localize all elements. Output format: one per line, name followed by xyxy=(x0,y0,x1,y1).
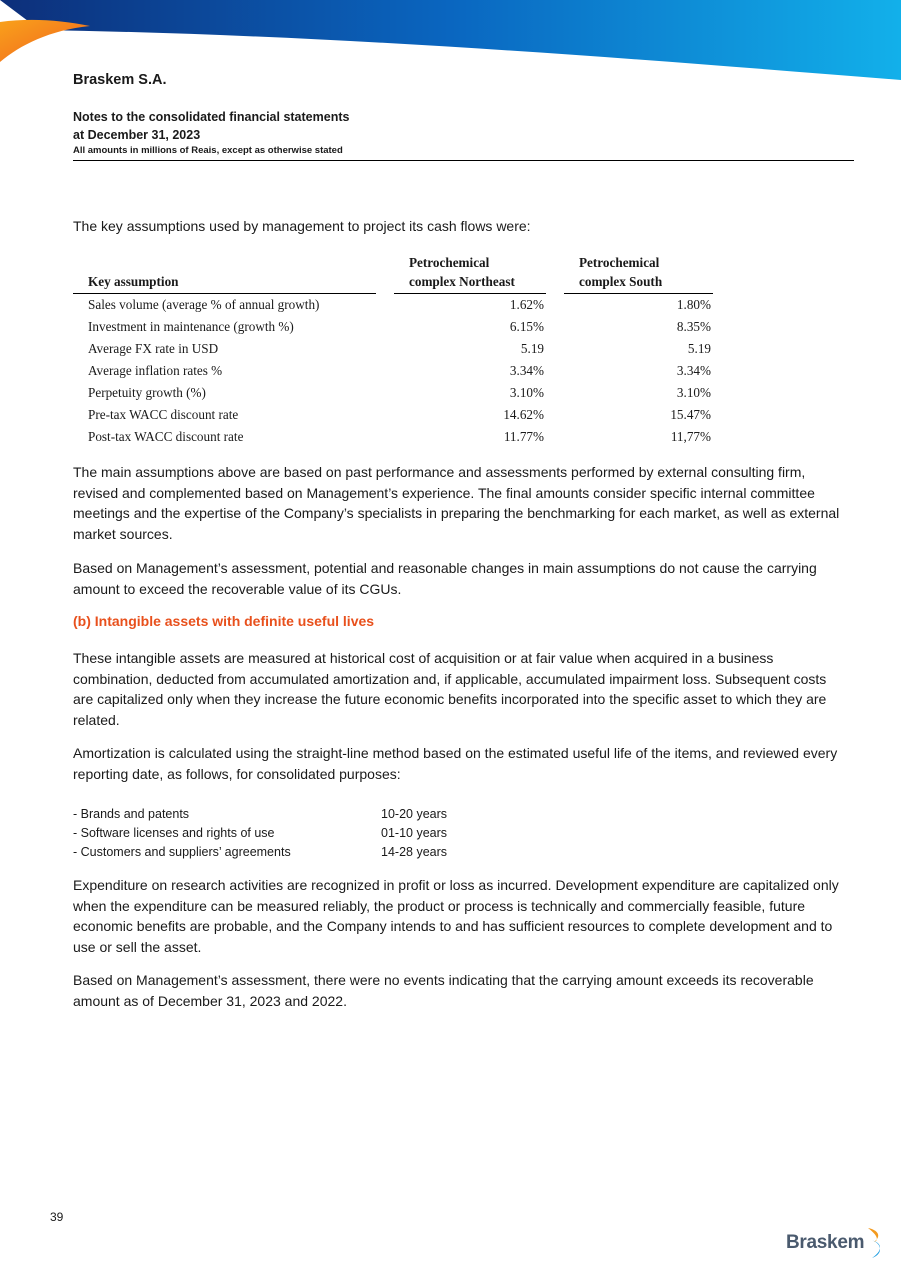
table-row: Post-tax WACC discount rate 11.77% 11,77% xyxy=(88,429,711,444)
braskem-logo xyxy=(786,1226,886,1260)
amounts-note: All amounts in millions of Reais, except as otherwise stated xyxy=(73,144,854,161)
table-header-row xyxy=(73,253,713,294)
table-row: Investment in maintenance (growth %) 6.15% 8.35% xyxy=(88,319,711,334)
col-key-assumption: Key assumption xyxy=(73,253,376,294)
list-item: - Brands and patents 10-20 years xyxy=(73,807,448,821)
notes-title: Notes to the consolidated financial statements xyxy=(73,110,350,124)
table-row: Sales volume (average % of annual growth) 1.62% 1.80% xyxy=(88,297,711,312)
document-header xyxy=(73,72,854,161)
page-number: 39 xyxy=(50,1210,64,1224)
list-item: - Software licenses and rights of use 01-10 years xyxy=(73,826,448,840)
useful-lives-list xyxy=(73,805,447,862)
paragraph-assumptions-basis: The main assumptions above are based on past performance and assessments performed by external consulting firm, revised and complemented based on Management’s experience. The final amounts consider specific internal committee meetings and the expertise of the Company’s specialists in preparing the benchmarking for each market, as well as external market sources. xyxy=(73,464,840,542)
paragraph-measurement: These intangible assets are measured at historical cost of acquisition or at fair value when acquired in a business combination, deducted from accumulated amortization and, if applicable, accumulated impairment loss. Subsequent costs are capitalized only when they increase the future economic benefits incorporated into the specific asset to which they are related. xyxy=(73,650,827,728)
paragraph-assessment: Based on Management’s assessment, potential and reasonable changes in main assumptions do not cause the carrying amount to exceed the recoverable value of its CGUs. xyxy=(73,560,817,597)
paragraph-research: Expenditure on research activities are recognized in profit or loss as incurred. Development expenditure are capitalized only when the expenditure can be measured reliably, the product or process is technically and commercially feasible, future economic benefits are probable, and the Company intends to and has sufficient resources to complete development and to use or sell the asset. xyxy=(73,877,839,955)
intro-paragraph: The key assumptions used by management to project its cash flows were: xyxy=(73,218,531,234)
date-line: at December 31, 2023 xyxy=(73,128,201,142)
section-subheading: (b) Intangible assets with definite useful lives xyxy=(73,613,375,629)
paragraph-conclusion: Based on Management’s assessment, there were no events indicating that the carrying amount exceeds its recoverable amount as of December 31, 2023 and 2022. xyxy=(73,972,814,1009)
table-row: Pre-tax WACC discount rate 14.62% 15.47% xyxy=(88,407,711,422)
logo-mark-icon xyxy=(864,1226,886,1260)
table-row: Perpetuity growth (%) 3.10% 3.10% xyxy=(88,385,711,400)
list-item: - Customers and suppliers’ agreements 14-28 years xyxy=(73,845,448,859)
paragraph-amortization: Amortization is calculated using the straight-line method based on the estimated useful life of the items, and reviewed every reporting date, as follows, for consolidated purposes: xyxy=(73,745,838,782)
company-name: Braskem S.A. xyxy=(73,72,167,88)
table-row: Average inflation rates % 3.34% 3.34% xyxy=(88,363,711,378)
key-assumptions-table xyxy=(73,253,713,448)
col-south: Petrochemical complex South xyxy=(564,253,713,294)
col-northeast: Petrochemical complex Northeast xyxy=(394,253,546,294)
logo-text: Braskem xyxy=(786,1232,865,1253)
table-row: Average FX rate in USD 5.19 5.19 xyxy=(88,341,711,356)
